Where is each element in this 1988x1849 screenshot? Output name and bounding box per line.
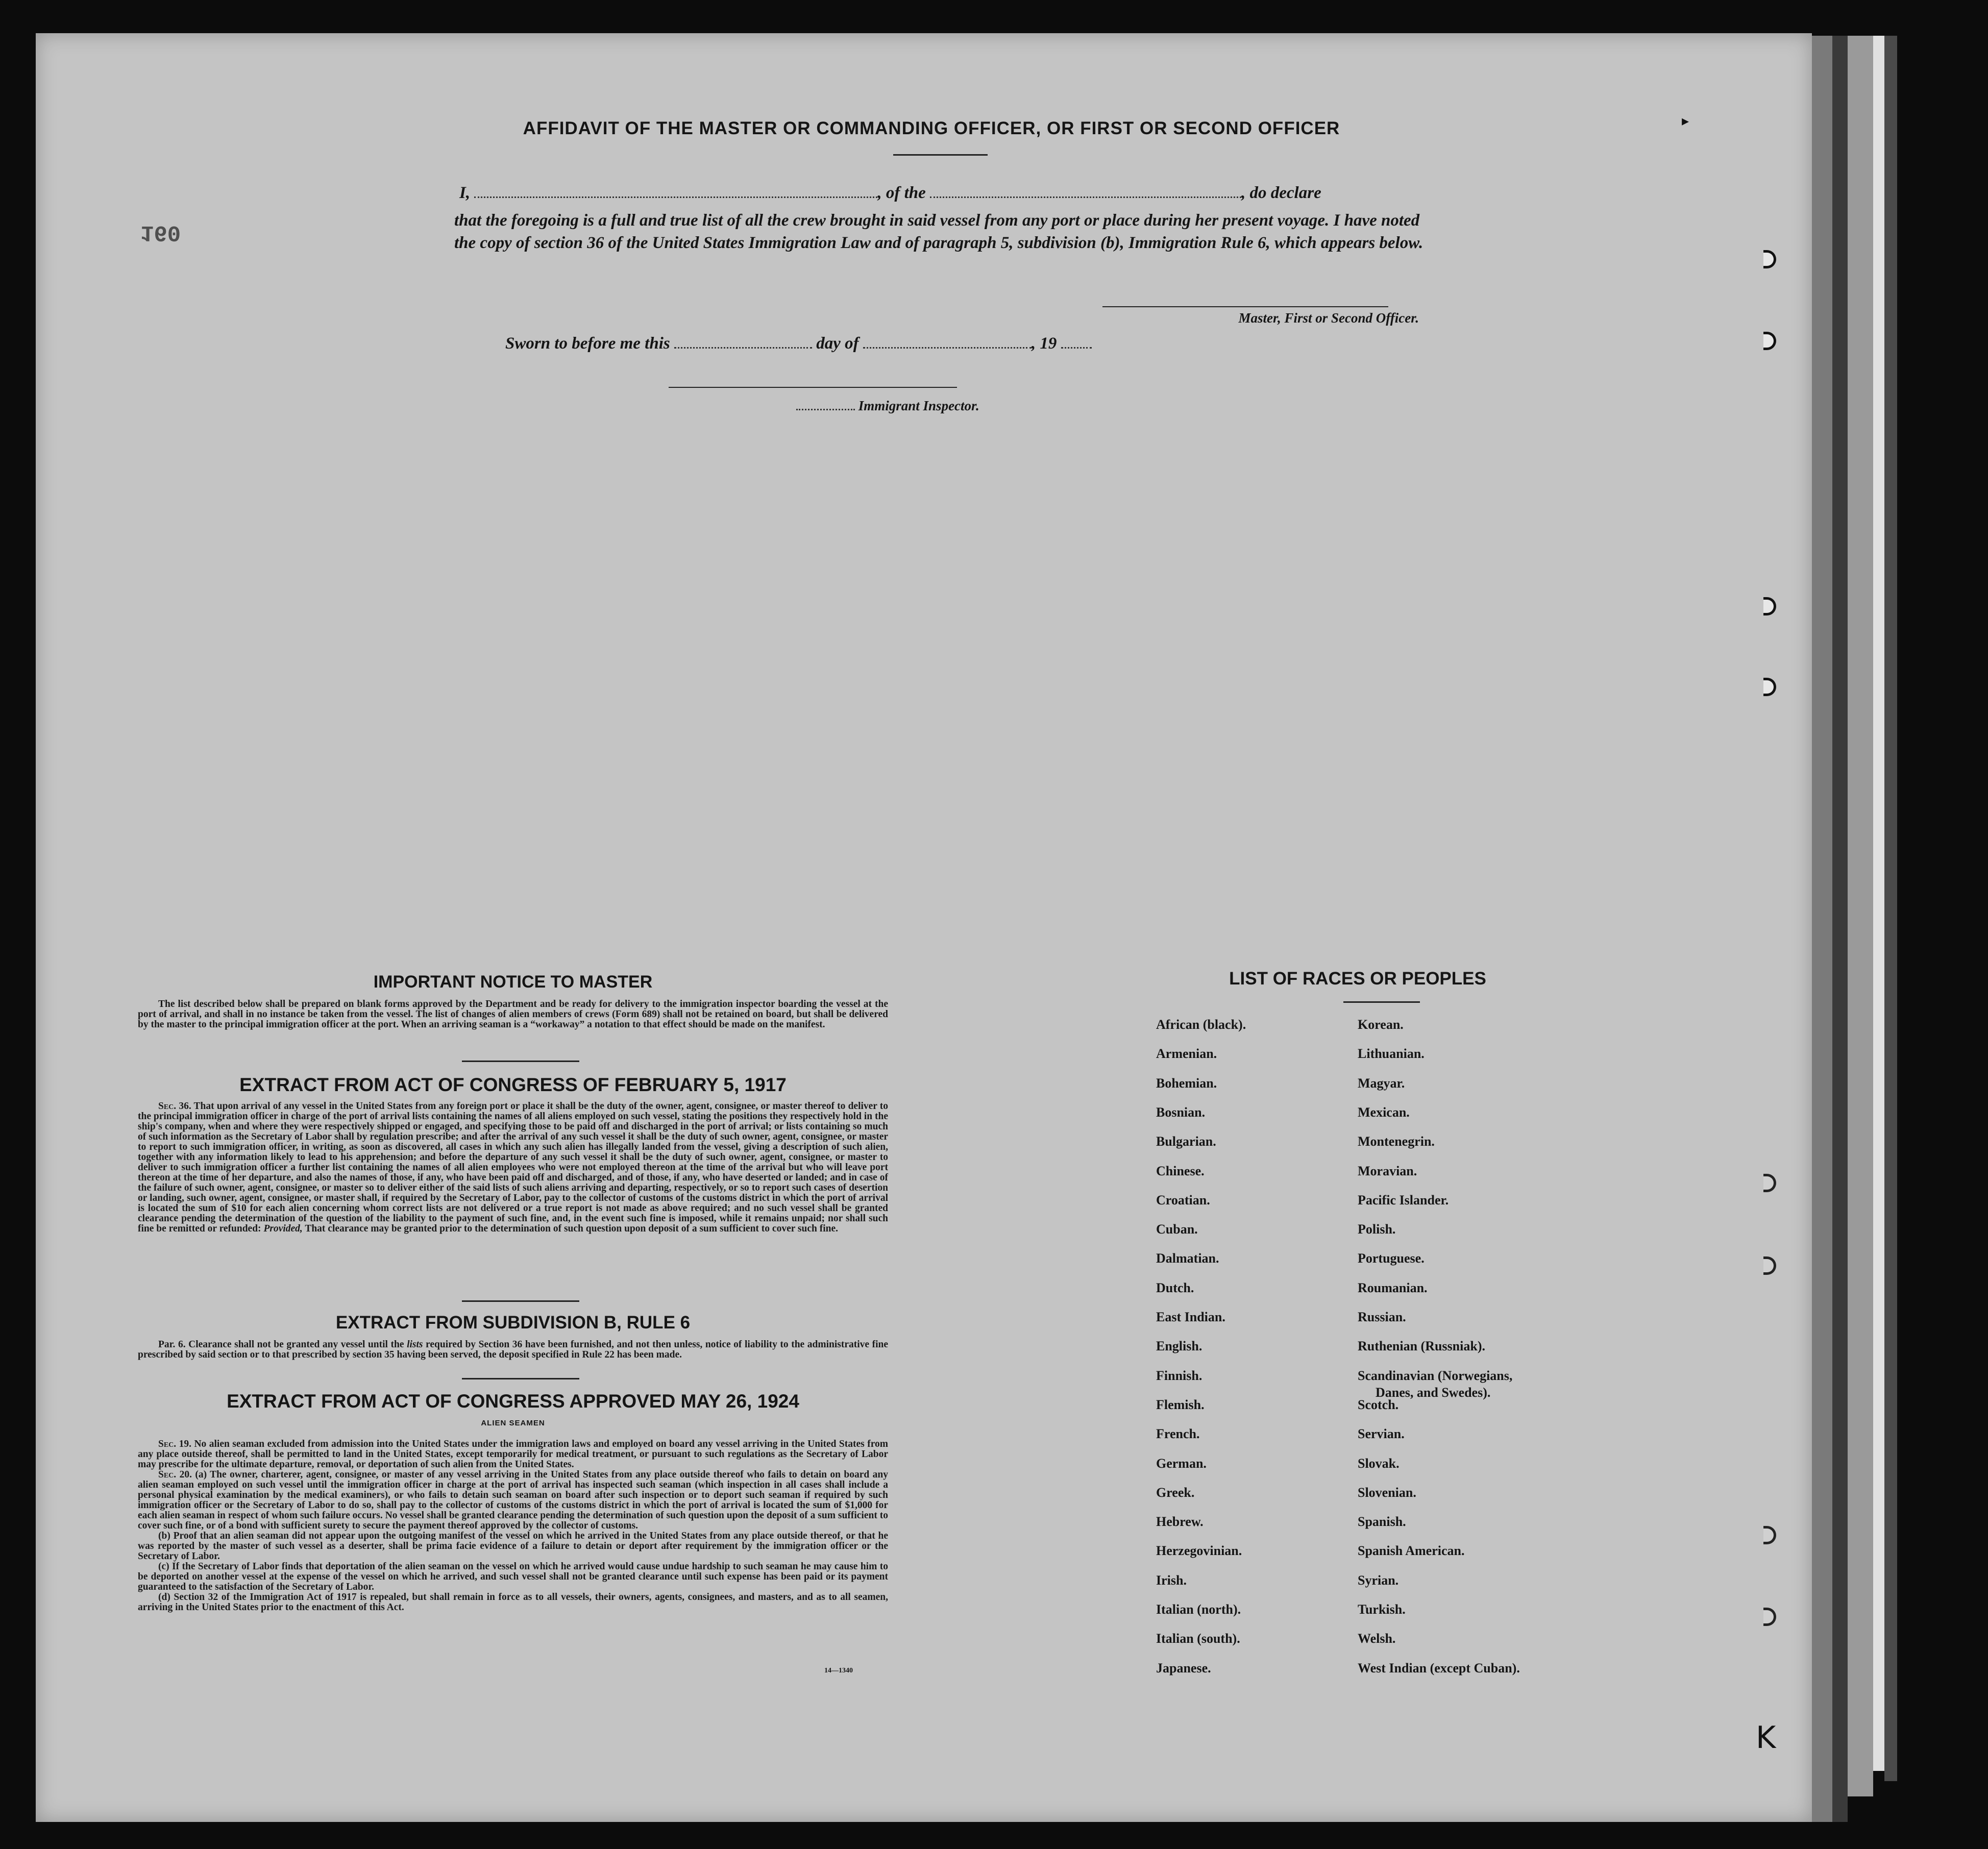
extract-rule6-title: EXTRACT FROM SUBDIVISION B, RULE 6: [335, 1313, 691, 1333]
sec-20a-text: (a) The owner, charterer, agent, consignee, or master of any vessel arriving in the United States from any place outside thereof who fails to detain on board any alien seaman employed on such vessel until the immigration officer in charge at the port of arrival has inspected such seaman (which inspection in all cases shall include a personal physical examination by the medical examiners), or who fails to detain such seaman on board after such inspection or to deport such seaman if required by such immigration officer or the Secretary of Labor to do so, shall pay to the collector of customs of the customs district in which the port of arrival is located the sum of $1,000 for each alien seaman in respect of whom such failure occurs. No vessel shall be granted clearance pending the determination of such question upon the deposit of a sum sufficient to cover such fine, or of a bond with sufficient surety to secure the payment thereof approved by the collector of customs.: [138, 1469, 888, 1531]
sec-19-text: No alien seaman excluded from admission into the United States under the immigration laws and employed on board any vessel arriving in the United States from any place outside thereof, shall be permitted to land in the United States, except temporarily for medical treatment, or pursuant to such regulations as the Secretary of Labor may prescribe for the ultimate departure, removal, or deportation of such alien from the United States.: [138, 1439, 889, 1470]
race-item-left: English.: [1156, 1339, 1202, 1353]
races-title: LIST OF RACES OR PEOPLES: [1229, 969, 1486, 989]
race-item-right: West Indian (except Cuban).: [1358, 1661, 1520, 1675]
race-item-left: Dutch.: [1156, 1280, 1194, 1295]
proviso-label: Provided,: [263, 1223, 303, 1234]
page-edge: [1848, 36, 1873, 1796]
section-divider: [462, 1378, 579, 1379]
section-divider: [462, 1061, 579, 1062]
race-item-right: Roumanian.: [1358, 1280, 1428, 1295]
sworn-year: , 19: [1031, 334, 1057, 353]
race-item-right: Pacific Islander.: [1358, 1193, 1449, 1207]
race-item-left: Bulgarian.: [1156, 1134, 1216, 1149]
race-item-right: Korean.: [1358, 1017, 1404, 1032]
race-item-right: Moravian.: [1358, 1164, 1417, 1178]
sworn-day-of: day of: [816, 334, 859, 353]
sec-20-label: Sec. 20.: [158, 1469, 192, 1480]
race-item-left: Irish.: [1156, 1573, 1187, 1588]
race-item-right: Lithuanian.: [1358, 1046, 1425, 1061]
vessel-blank: [930, 196, 1241, 198]
name-blank: [474, 196, 877, 198]
race-item-left: Cuban.: [1156, 1222, 1198, 1237]
race-item-left: Finnish.: [1156, 1368, 1202, 1383]
race-item-left: Bohemian.: [1156, 1076, 1217, 1091]
proviso-text: That clearance may be granted prior to the determination of such question upon deposit of a sum sufficient to cover such fine.: [305, 1223, 838, 1234]
races-divider: [1343, 1001, 1420, 1003]
race-item-left: Bosnian.: [1156, 1105, 1206, 1120]
race-item-left: African (black).: [1156, 1017, 1246, 1032]
extract-rule6-body: [138, 1340, 888, 1360]
arrow-mark: ▸: [1682, 113, 1689, 129]
page-edge: [1873, 36, 1884, 1771]
race-item-right: Slovenian.: [1358, 1485, 1416, 1500]
notice-body: [138, 999, 888, 1030]
race-item-left: Dalmatian.: [1156, 1251, 1219, 1266]
inspector-blank: [796, 408, 855, 410]
section-divider: [462, 1300, 579, 1302]
extract-1917-title: EXTRACT FROM ACT OF CONGRESS OF FEBRUARY 5, 1917: [239, 1074, 787, 1095]
inspector-signature-line: [669, 387, 957, 388]
race-item-right: Ruthenian (Russniak).: [1358, 1339, 1485, 1353]
declaration-body: that the foregoing is a full and true list of all the crew brought in said vessel from any port or place during her present voyage. I have noted the copy of section 36 of the United States Immigration Law and of paragraph 5, subdivision (b), Immigration Rule 6, which appears below.: [454, 211, 1423, 252]
race-item-right: Portuguese.: [1358, 1251, 1425, 1266]
par-6-text-2: required by Section 36 have been furnished, and not then unless, notice of liability to the administrative fine prescribed by said section or to that prescribed by section 35 having been served, the deposit specified in Rule 22 has been made.: [138, 1339, 889, 1360]
par-6-label: Par. 6.: [158, 1339, 186, 1350]
race-item-left: Italian (south).: [1156, 1631, 1240, 1646]
par-6-text-1: Clearance shall not be granted any vessel until the: [188, 1339, 404, 1350]
master-signature-label: Master, First or Second Officer.: [1238, 310, 1419, 326]
race-item-right: Scotch.: [1358, 1397, 1399, 1412]
race-item-left: Italian (north).: [1156, 1602, 1241, 1617]
race-item-right: Syrian.: [1358, 1573, 1399, 1588]
race-item-right: Montenegrin.: [1358, 1134, 1435, 1149]
race-item-left: Greek.: [1156, 1485, 1195, 1500]
declaration-line: [459, 184, 1429, 203]
form-number: 14—1340: [824, 1667, 853, 1674]
corner-handwritten-mark: K: [1756, 1720, 1776, 1756]
affidavit-title: AFFIDAVIT OF THE MASTER OR COMMANDING OFFICER, OR FIRST OR SECOND OFFICER: [523, 118, 1340, 138]
race-item-right: Magyar.: [1358, 1076, 1405, 1091]
race-item-right: Spanish.: [1358, 1514, 1406, 1529]
race-item-left: Herzegovinian.: [1156, 1543, 1242, 1558]
sworn-prefix: Sworn to before me this: [505, 334, 670, 353]
race-item-right: Welsh.: [1358, 1631, 1396, 1646]
race-item-right: Slovak.: [1358, 1456, 1400, 1471]
race-item-left: Flemish.: [1156, 1397, 1205, 1412]
race-item-left: Chinese.: [1156, 1164, 1205, 1178]
page-edge: [1884, 36, 1897, 1781]
race-item-right: Mexican.: [1358, 1105, 1410, 1120]
sworn-month-blank: [863, 347, 1032, 349]
race-item-left: Japanese.: [1156, 1661, 1211, 1675]
race-item-left: French.: [1156, 1426, 1200, 1441]
sec-20d-text: (d) Section 32 of the Immigration Act of 1917 is repealed, but shall remain in force as to all vessels, their owners, agents, consignees, and masters, and as to all seamen, arriving in the United States prior to the enactment of this Act.: [138, 1592, 888, 1613]
page-edge: [1812, 36, 1832, 1822]
extract-1924-title: EXTRACT FROM ACT OF CONGRESS APPROVED MAY 26, 1924: [227, 1391, 799, 1412]
inspector-line: [796, 398, 1051, 414]
page-edge: [1832, 36, 1848, 1822]
sec-20c-text: (c) If the Secretary of Labor finds that deportation of the alien seaman on the vessel on which he arrived would cause undue hardship to such seaman he may cause him to be deported on another vessel at the expense of the vessel on which he arrived, and such vessel shall not be granted clearance until such expense has been paid or its payment guaranteed to the satisfaction of the Secretary of Labor.: [138, 1561, 888, 1592]
race-item-right: Turkish.: [1358, 1602, 1406, 1617]
race-item-left: East Indian.: [1156, 1310, 1225, 1324]
notice-title: IMPORTANT NOTICE TO MASTER: [373, 972, 653, 992]
sworn-line: [505, 334, 1169, 353]
sworn-day-blank: [674, 347, 812, 349]
par-6-lists: lists: [407, 1339, 423, 1350]
inspector-label: Immigrant Inspector.: [858, 398, 979, 413]
title-divider: [893, 154, 988, 156]
extract-1917-body: [138, 1101, 888, 1234]
race-item-right: Russian.: [1358, 1310, 1406, 1324]
sec-19-label: Sec. 19.: [158, 1439, 191, 1449]
sec-36-text: That upon arrival of any vessel in the United States from any foreign port or place it shall be the duty of the owner, agent, consignee, or master thereof to deliver to the principal immigration officer in charge of the port of arrival lists containing the names of all aliens employed on such vessel, stating the positions they respectively hold in the ship's company, when and where they were respectively shipped or engaged, and specifying those to be paid off and discharged in the port of arrival; or lists containing so much of such information as the Secretary of Labor shall by regulation prescribe; and after the arrival of any such vessel it shall be the duty of such owner, agent, consignee, or master to report to such immigration officer, in writing, as soon as discovered, all cases in which any such alien has illegally landed from the vessel, giving a description of such alien, together with any information likely to lead to his apprehension; and before the departure of any such vessel it shall be the duty of such owner, agent, consignee, or master to deliver to such immigration officer a further list containing the names of all alien employees who were not employed thereon at the time of the arrival but who will leave port thereon at the time of her departure, and also the names of those, if any, who have been paid off and discharged, and of those, if any, who have deserted or landed; and in case of the failure of such owner, agent, consignee, or master so to deliver either of the said lists of such aliens arriving and departing, respectively, or so to report such cases of desertion or landing, such owner, agent, consignee, or master shall, if required by the Secretary of Labor, pay to the collector of customs of the customs district in which the port of arrival is located the sum of $10 for each alien concerning whom correct lists are not delivered or a true report is not made as above required; and no such vessel shall be granted clearance pending the determination of the question of the liability to the payment of such fine, and, in the event such fine is imposed, while it remains unpaid; nor shall such fine be remitted or refunded:: [138, 1101, 889, 1234]
race-continuation: Danes, and Swedes).: [1376, 1385, 1491, 1400]
page-stamp-number: 160: [140, 219, 181, 245]
race-item-left: Croatian.: [1156, 1193, 1210, 1207]
sec-20b-text: (b) Proof that an alien seaman did not appear upon the outgoing manifest of the vessel on which he arrived in the United States from any place outside thereof, or that he was reported by the master of such vessel as a deserter, shall be prima facie evidence of a failure to detain or deport after requirement by the immigration officer or the Secretary of Labor.: [138, 1531, 888, 1562]
race-item-right: Servian.: [1358, 1426, 1405, 1441]
race-item-left: Hebrew.: [1156, 1514, 1204, 1529]
alien-seamen-subtitle: ALIEN SEAMEN: [481, 1419, 545, 1427]
race-item-right: Scandinavian (Norwegians,: [1358, 1368, 1513, 1383]
declaration-i-label: I,: [459, 184, 471, 202]
race-item-left: Armenian.: [1156, 1046, 1217, 1061]
sworn-year-blank: [1061, 347, 1092, 349]
race-item-right: Spanish American.: [1358, 1543, 1465, 1558]
declaration-do-declare-label: , do declare: [1241, 184, 1321, 202]
notice-text: The list described below shall be prepared on blank forms approved by the Department and be ready for delivery to the immigration inspector boarding the vessel at the port of arrival, and shall in no instance be taken from the vessel. The list of changes of alien members of crews (Form 689) shall not be retained on board, but shall be delivered by the master to the principal immigration officer at the port. When an arriving seaman is a “workaway” a notation to that effect should be made on the manifest.: [138, 999, 888, 1030]
master-signature-line: [1102, 306, 1388, 307]
race-item-right: Polish.: [1358, 1222, 1396, 1237]
sec-36-label: Sec. 36.: [158, 1101, 191, 1112]
race-item-left: German.: [1156, 1456, 1207, 1471]
extract-1924-body: [138, 1439, 888, 1613]
declaration-of-the-label: , of the: [877, 184, 926, 202]
